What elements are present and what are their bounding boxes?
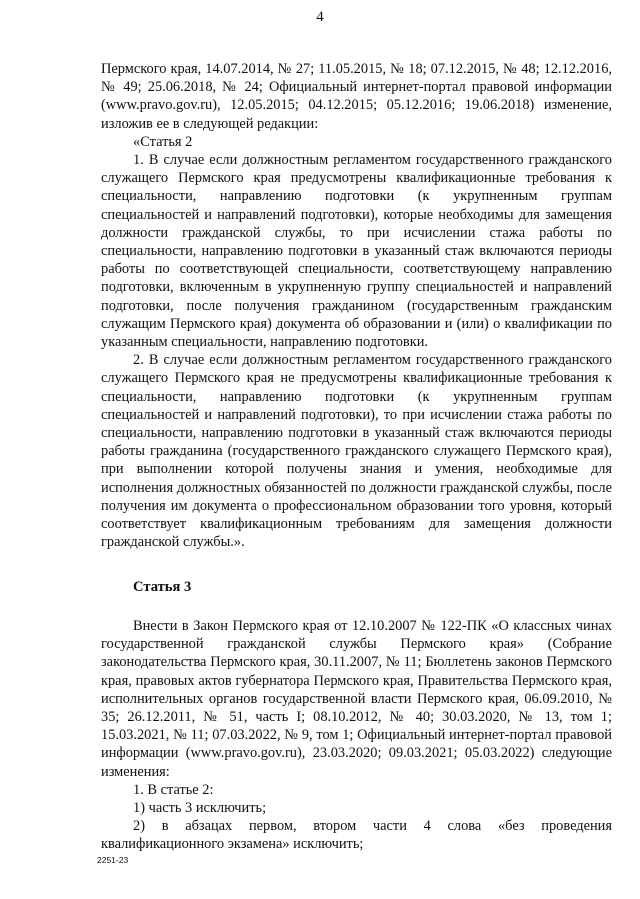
article-2-paragraph-1: 1. В случае если должностным регламентом государственного гражданского служащего Пермского края предусмотрены квалификационные требования к специальности, направлению подготовки (к укрупненным группам специальностей и направлений подготовки), которые необходимы для замещения должности гражданской службы, то при исчислении стажа работы по специальности, направлению подготовки в указанный стаж включаются периоды работы по соответствующей специальности, соответствующему направлению подготовки, включенным в укрупненную группу специальностей и направлений подготовки, после получения гражданином (государственным гражданским служащим Пермского края) документа об образовании и (или) о квалификации по указанным специальности, направлению подготовки. [101,152,612,351]
article-3-item-1-subitem-1: 1) часть 3 исключить; [133,800,267,817]
article-3-heading: Статья 3 [133,579,192,595]
article-2-title: «Статья 2 [133,133,193,150]
article-2-paragraph-2: 2. В случае если должностным регламентом государственного гражданского служащего Пермского края не предусмотрены квалификационные требования к специальности, направлению подготовки (к укрупненным группам специальностей и направлений подготовки), то при исчислении стажа работы по специальности, направлению подготовки в указанный стаж включаются периоды работы гражданина (государственного гражданского служащего Пермского края), при выполнении которой получены знания и умения, необходимые для исполнения должностных обязанностей по должности гражданской службы, после получения им документа о профессиональном образовании того уровня, который соответствует квалификационным требованиям для замещения должности гражданской службы.». [101,352,612,551]
document-code: 2251-23 [97,855,129,865]
article-2-text [101,60,612,551]
page-number: 4 [316,9,324,25]
article-3-intro: Внести в Закон Пермского края от 12.10.2007 № 122-ПК «О классных чинах государственной гражданской службы Пермского края» (Собрание законодательства Пермского края, 30.11.2007, № 11; Бюллетень законов Пермского края, правовых актов губернатора Пермского края, Правительства Пермского края, исполнительных органов государственной власти Пермского края, 06.09.2010, № 35; 26.12.2011, № 51, часть I; 08.10.2012, № 40; 30.03.2020, № 13, том 1; 15.03.2021, № 11; 07.03.2022, № 9, том 1; Официальный интернет-портал правовой информации (www.pravo.gov.ru), 23.03.2020; 09.03.2021; 05.03.2022) следующие изменения: [101,618,612,780]
article-3-text [101,617,612,854]
article-3-item-1: 1. В статье 2: [133,781,214,798]
intro-paragraph: Пермского края, 14.07.2014, № 27; 11.05.2015, № 18; 07.12.2015, № 48; 12.12.2016, № 49; 25.06.2018, № 24; Официальный интернет-портал правовой информации (www.pravo.gov.ru), 12.05.2015; 04.12.2015; 05.12.2016; 19.06.2018) изменение, изложив ее в следующей редакции: [101,61,612,132]
article-3-item-1-subitem-2: 2) в абзацах первом, втором части 4 слова «без проведения квалификационного экзамена» исключить; [101,818,612,853]
